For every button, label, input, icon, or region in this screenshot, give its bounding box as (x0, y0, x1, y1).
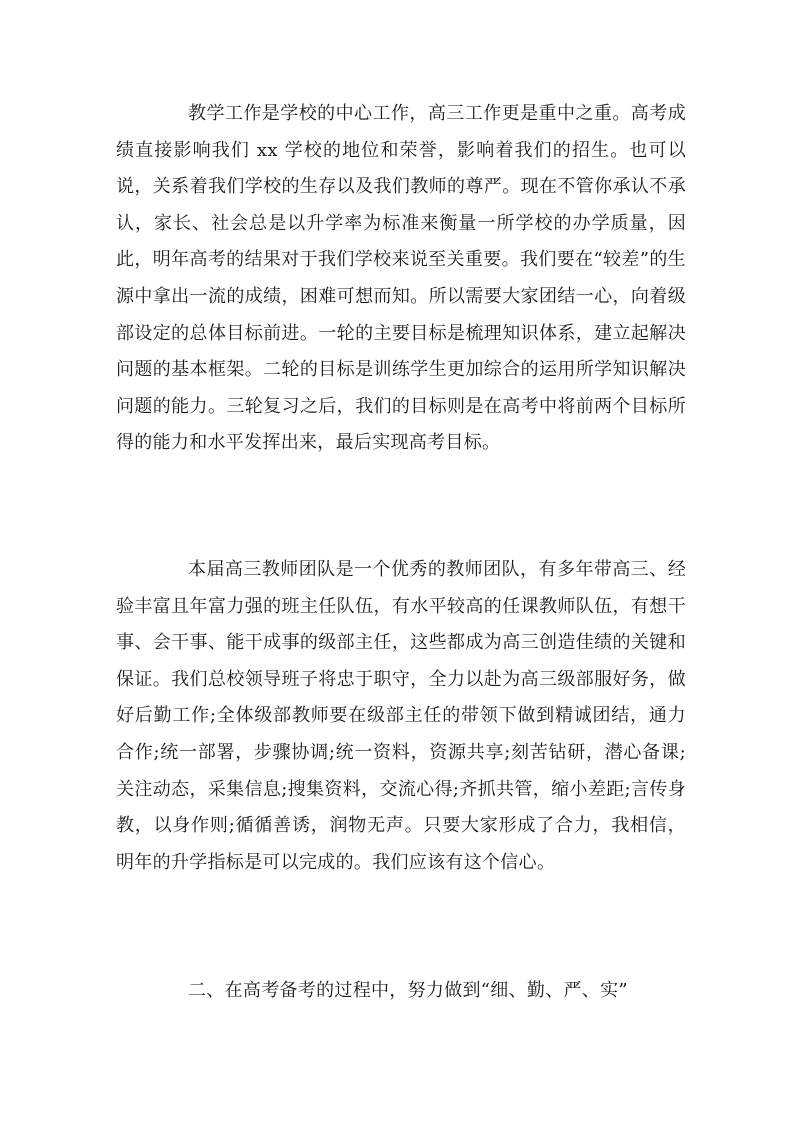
paragraph-2: 本届高三教师团队是一个优秀的教师团队，有多年带高三、经验丰富且年富力强的班主任队伍，有水平较高的任课教师队伍，有想干事、会干事、能干成事的级部主任，这些都成为高三创造佳绩的关键和保证。我们总校领导班子将忠于职守，全力以赴为高三级部服好务，做好后勤工作;全体级部教师要在级部主任的带领下做到精诚团结，通力合作;统一部署，步骤协调;统一资料，资源共享;刻苦钻研，潜心备课;关注动态，采集信息;搜集资料，交流心得;齐抓共管，缩小差距;言传身教，以身作则;循循善诱，润物无声。只要大家形成了合力，我相信，明年的升学指标是可以完成的。我们应该有这个信心。 (116, 559, 686, 873)
section-heading: 二、在高考备考的过程中，努力做到“细、勤、严、实” (188, 980, 628, 1001)
paragraph-1: 教学工作是学校的中心工作，高三工作更是重中之重。高考成绩直接影响我们 xx 学校的地位和荣誉，影响着我们的招生。也可以说，关系着我们学校的生存以及我们教师的尊严。现在不管你承认不承认，家长、社会总是以升学率为标准来衡量一所学校的办学质量，因此，明年高考的结果对于我们学校来说至关重要。我们要在“较差”的生源中拿出一流的成绩，困难可想而知。所以需要大家团结一心，向着级部设定的总体目标前进。一轮的主要目标是梳理知识体系，建立起解决问题的基本框架。二轮的目标是训练学生更加综合的运用所学知识解决问题的能力。三轮复习之后，我们的目标则是在高考中将前两个目标所得的能力和水平发挥出来，最后实现高考目标。 (116, 103, 686, 454)
